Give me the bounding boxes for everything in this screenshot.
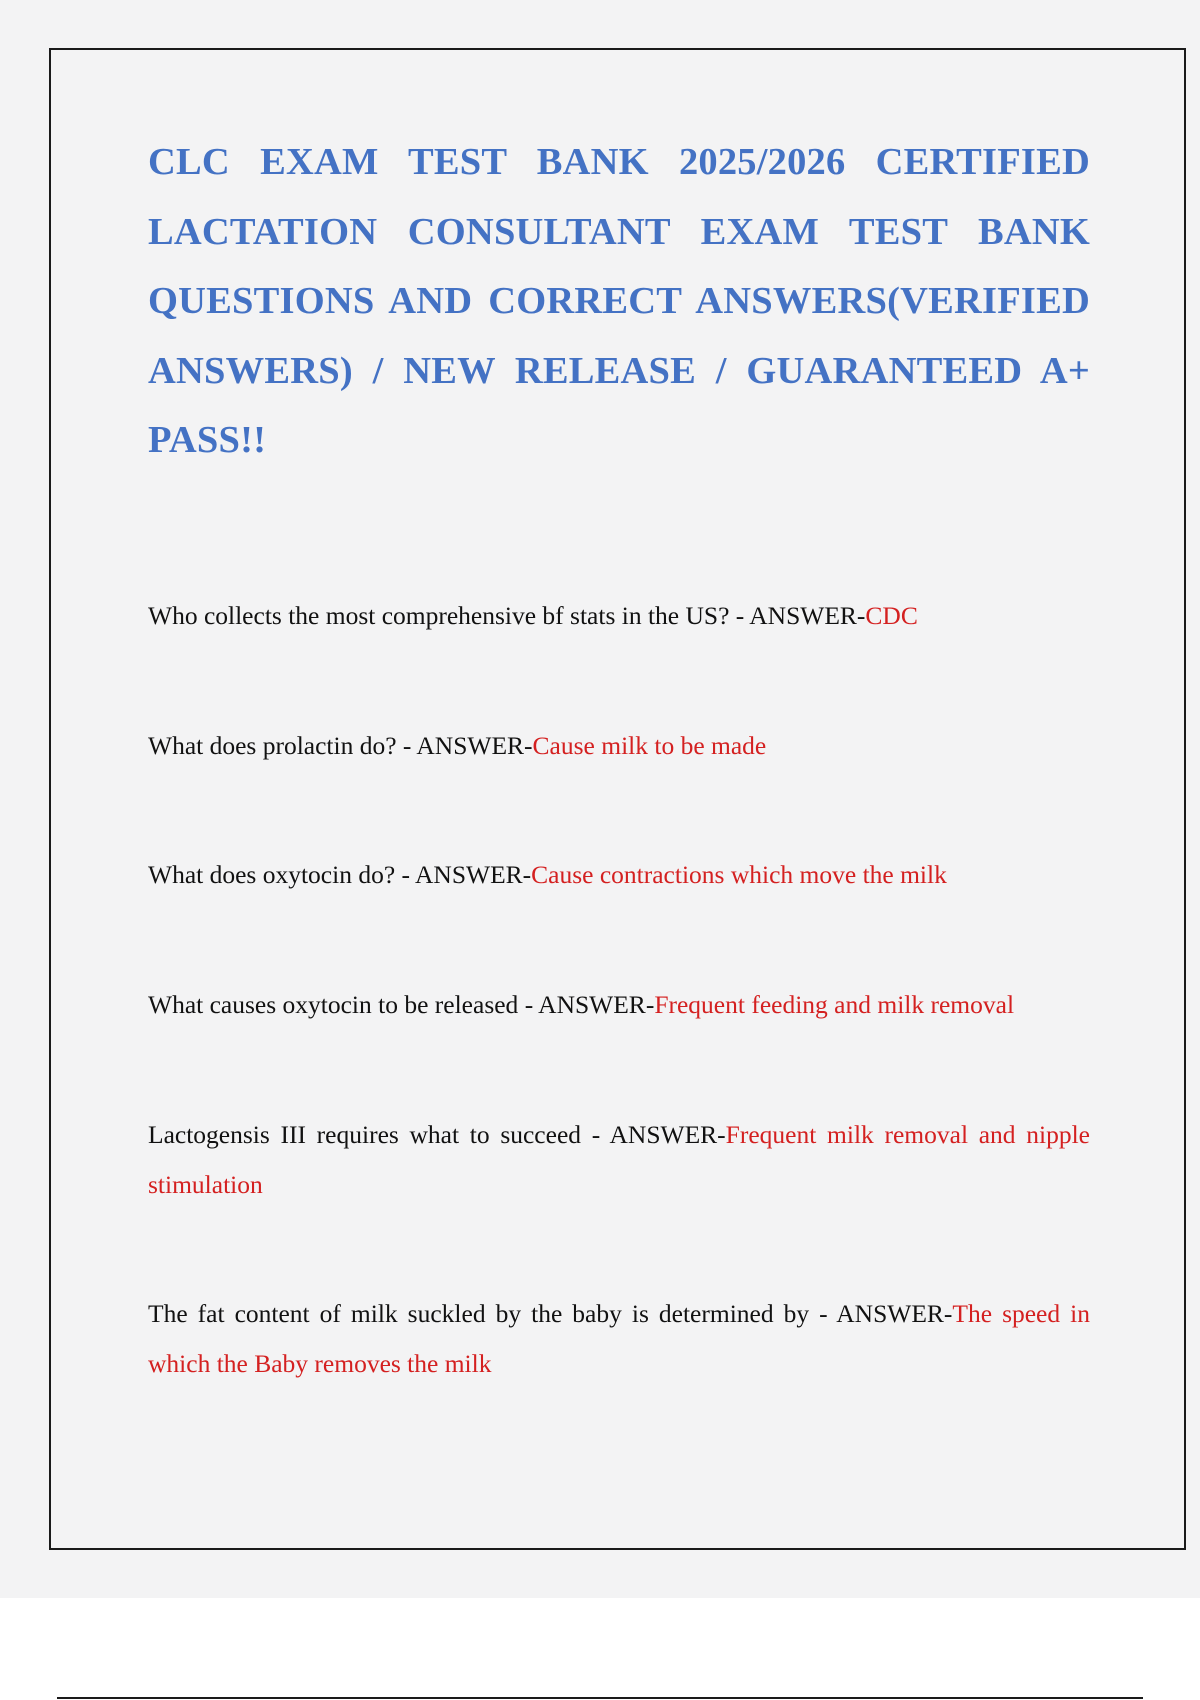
question-text: What causes oxytocin to be released [148,990,519,1019]
qa-item-4 [148,980,1090,1030]
answer-text: Frequent feeding and milk removal [654,990,1015,1019]
answer-marker: - ANSWER- [518,990,655,1019]
question-text: What does oxytocin do? [148,860,396,889]
qa-item-6 [148,1289,1090,1389]
answer-marker: - ANSWER- [396,731,533,760]
answer-marker: - ANSWER- [581,1120,726,1149]
answer-marker: - ANSWER- [809,1299,953,1328]
answer-marker: - ANSWER- [395,860,532,889]
qa-item-3 [148,850,1090,900]
qa-item-5 [148,1110,1090,1210]
document-frame [49,48,1186,1550]
question-text: Lactogensis III requires what to succeed [148,1120,582,1149]
answer-text: The speed in which the Baby removes the milk [148,1299,1090,1378]
answer-marker: - ANSWER- [729,601,866,630]
qa-item-1 [148,591,1090,641]
answer-text: Frequent milk removal and nipple stimulation [148,1120,1090,1199]
next-page-top-rule [57,1697,1143,1699]
question-text: Who collects the most comprehensive bf stats in the US? [148,601,730,630]
question-text: What does prolactin do? [148,731,397,760]
answer-text: Cause milk to be made [532,731,767,760]
qa-item-2 [148,721,1090,771]
answer-text: CDC [865,601,918,630]
answer-text: Cause contractions which move the milk [531,860,947,889]
question-text: The fat content of milk suckled by the baby is determined by [148,1299,810,1328]
document-title: CLC EXAM TEST BANK 2025/2026 CERTIFIED LACTATION CONSULTANT EXAM TEST BANK QUESTIONS AND CORRECT ANSWERS(VERIFIED ANSWERS) / NEW RELEASE / GUARANTEED A+ PASS!! [148,141,1090,461]
